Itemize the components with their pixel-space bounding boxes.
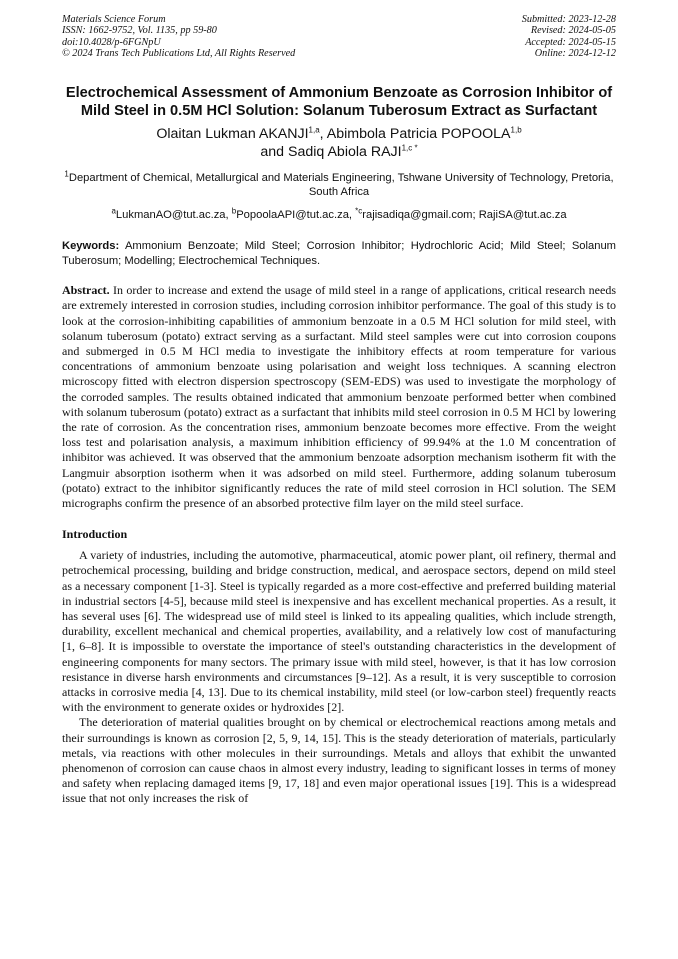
paper-page [62, 14, 616, 807]
abstract-text: In order to increase and extend the usage of mild steel in a range of applications, critical research needs are extremely interested in corrosion studies, including corrosion inhibitor performance. The goal of this study is to look at the corrosion-inhibiting capabilities of ammonium benzoate in a 0.5 M HCl solution for mild steel, with solanum tuberosum (potato) extract serving as a surfactant. Mild steel samples were cut into corrosion coupons and submerged in 0.5 M HCl media to investigate the inhibitory effects at room temperature for various concentrations of ammonium benzoate using polarisation and weight loss techniques. A scanning electron microscopy fitted with electron dispersion spectroscopy (SEM-EDS) was used to investigate the morphology of the corroded samples. The results obtained indicated that ammonium benzoate performed better when combined with solanum tuberosum (potato) extract as a surfactant that inhibits mild steel corrosion in 0.5 M HCl by lowering the rate of corrosion. As the concentration rises, ammonium benzoate becomes more effective. From the weight loss test and polarisation analysis, a maximum inhibition efficiency of 99.94% at the 1.0 M concentration of inhibitor was achieved. It was observed that the ammonium benzoate adsorption mechanism isotherm fit with the Langmuir absorption isotherm when it was adsorbed on mild steel. Furthermore, adding solanum tuberosum (potato) extract to the inhibitor significantly reduces the rate of mild steel corrosion in HCl solution. The SEM micrographs confirm the presence of an absorbed protective film layer on the mild steel surface. [62, 283, 616, 510]
email: LukmanAO@tut.ac.za, [115, 208, 232, 221]
email: PopoolaAPI@tut.ac.za, [236, 208, 356, 221]
accepted-date: Accepted: 2024-05-15 [525, 36, 616, 48]
author-list [62, 125, 616, 162]
online-date: Online: 2024-12-12 [534, 48, 616, 60]
email-sup: *c [355, 205, 363, 215]
doi: doi:10.4028/p-6FGNpU [62, 36, 161, 48]
keywords [62, 239, 616, 268]
author-name: Sadiq Abiola RAJI [288, 144, 402, 161]
copyright: © 2024 Trans Tech Publications Ltd, All Rights Reserved [62, 48, 296, 60]
keywords-label: Keywords: [62, 240, 120, 253]
author-sup: 1,c * [401, 143, 418, 153]
email-list [62, 205, 616, 223]
author-separator: , [319, 125, 327, 142]
issn: ISSN: 1662-9752, Vol. 1135, pp 59-80 [62, 25, 217, 37]
paragraph: A variety of industries, including the automotive, pharmaceutical, atomic power plant, oil refinery, thermal and petrochemical processing, building and bridge construction, medical, and aerospace sectors, depend on mild steel as a necessary component [1-3]. Steel is typically regarded as a more cost-effective and preferred building material in industrial sectors [4-5], because mild steel is inexpensive and has excellent mechanical properties. As a result, it has several uses [6]. The widespread use of mild steel is linked to its appealing qualities, which include strength, durability, excellent mechanical and chemical properties, availability, and a relatively low cost of manufacturing [1, 6–8]. It is impossible to overstate the importance of steel's outstanding characteristics in the development of engineering components for many sectors. The primary issue with mild steel, however, is that it has low corrosion resistance in diverse harsh environments and circumstances [9–12]. As a result, it is very susceptible to corrosion attacks in corrosive media [4, 13]. Due to its chemical instability, mild steel (or low-carbon steel) frequently reacts with the environment to generate oxides or hydroxides [2]. [62, 548, 616, 715]
author-sup: 1,a [308, 124, 320, 134]
journal-info [62, 14, 295, 60]
email-sup: b [231, 205, 237, 215]
journal-name: Materials Science Forum [62, 14, 166, 25]
revised-date: Revised: 2024-05-05 [530, 25, 616, 37]
abstract-label: Abstract. [62, 283, 110, 298]
affiliation-text: Department of Chemical, Metallurgical and Materials Engineering, Tshwane University of Technology, Pretoria, South Africa [68, 171, 614, 199]
author-separator: and [260, 144, 289, 161]
running-header [62, 14, 616, 60]
affiliation [62, 168, 616, 200]
author-name: Olaitan Lukman AKANJI [156, 125, 309, 142]
paper-title: Electrochemical Assessment of Ammonium Benzoate as Corrosion Inhibitor of Mild Steel in 0.5M HCl Solution: Solanum Tuberosum Extract as Surfactant [65, 84, 613, 120]
author-sup: 1,b [510, 124, 522, 134]
author-name: Abimbola Patricia POPOOLA [326, 125, 511, 142]
affiliation-sup: 1 [64, 168, 69, 178]
email: rajisadiqa@gmail.com; RajiSA@tut.ac.za [362, 208, 567, 221]
email-sup: a [111, 205, 116, 215]
submitted-date: Submitted: 2023-12-28 [521, 14, 616, 25]
dates-info [522, 14, 616, 60]
section-heading-introduction: Introduction [62, 527, 128, 542]
abstract [62, 283, 616, 511]
keywords-text: Ammonium Benzoate; Mild Steel; Corrosion Inhibitor; Hydrochloric Acid; Mild Steel; Solanum Tuberosum; Modelling; Electrochemical Techniques. [62, 240, 616, 267]
paragraph: The deterioration of material qualities brought on by chemical or electrochemical reactions among metals and their surroundings is known as corrosion [2, 5, 9, 14, 15]. This is the steady deterioration of materials, particularly metals, via reactions with other molecules in their surroundings. Metals and alloys that exhibit the unwanted phenomenon of corrosion can cause chaos in almost every industry, leading to significant losses in terms of money and safety when replacing damaged items [9, 17, 18] and even major operational issues [19]. This is a widespread issue that not only increases the risk of [62, 715, 616, 806]
